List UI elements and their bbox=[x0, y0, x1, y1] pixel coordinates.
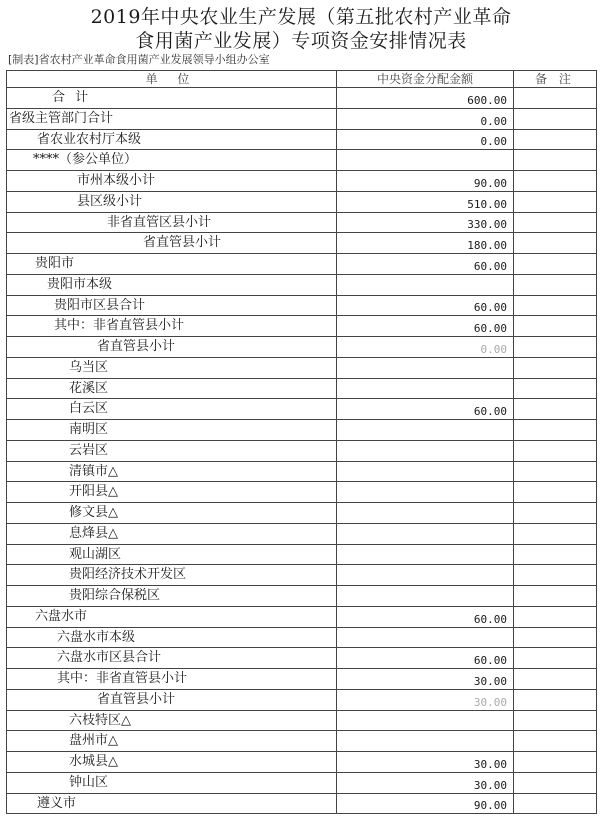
unit-label: 钟山区 bbox=[69, 774, 109, 790]
note-cell bbox=[514, 275, 597, 296]
unit-cell bbox=[7, 213, 337, 234]
amount-cell bbox=[337, 586, 514, 607]
unit-cell bbox=[7, 669, 337, 690]
amount-cell bbox=[337, 482, 514, 503]
amount-cell bbox=[337, 669, 514, 690]
table-row bbox=[7, 192, 597, 213]
unit-cell bbox=[7, 358, 337, 379]
unit-label: 省直管县小计 bbox=[143, 235, 222, 251]
table-row bbox=[7, 296, 597, 317]
unit-cell bbox=[7, 254, 337, 275]
note-cell bbox=[514, 690, 597, 711]
note-cell bbox=[514, 337, 597, 358]
unit-label: 六盘水市 bbox=[35, 608, 88, 624]
unit-label: 贵阳市 bbox=[35, 256, 75, 271]
amount-cell bbox=[337, 275, 514, 296]
amount-cell bbox=[337, 109, 514, 130]
unit-cell bbox=[7, 337, 337, 358]
note-cell bbox=[514, 254, 597, 275]
unit-label: 观山湖区 bbox=[69, 546, 122, 562]
amount-cell bbox=[337, 296, 514, 317]
unit-cell bbox=[7, 316, 337, 337]
unit-label: 非省直管区县小计 bbox=[107, 214, 212, 230]
note-cell bbox=[514, 773, 597, 794]
note-cell bbox=[514, 628, 597, 649]
note-cell bbox=[514, 482, 597, 503]
note-cell bbox=[514, 503, 597, 524]
unit-cell bbox=[7, 296, 337, 317]
note-cell bbox=[514, 420, 597, 441]
note-cell bbox=[514, 441, 597, 462]
unit-label: 南明区 bbox=[69, 422, 109, 437]
unit-cell bbox=[7, 607, 337, 628]
unit-label: 清镇市△ bbox=[69, 463, 118, 479]
amount-value: 180.00 bbox=[467, 239, 507, 252]
table-row bbox=[7, 524, 597, 545]
allocation-table bbox=[6, 70, 597, 814]
amount-cell bbox=[337, 503, 514, 524]
header-note: 备 注 bbox=[514, 71, 597, 88]
note-cell bbox=[514, 358, 597, 379]
unit-cell bbox=[7, 233, 337, 254]
unit-label: 其中：非省直管县小计 bbox=[54, 318, 185, 334]
unit-cell bbox=[7, 648, 337, 669]
amount-cell bbox=[337, 773, 514, 794]
unit-label: 省直管县小计 bbox=[97, 691, 176, 707]
amount-cell bbox=[337, 711, 514, 732]
unit-label: 白云区 bbox=[69, 401, 109, 417]
note-cell bbox=[514, 711, 597, 732]
unit-label: 开阳县△ bbox=[69, 484, 118, 500]
unit-label: 六盘水市区县合计 bbox=[57, 650, 162, 666]
amount-value: 60.00 bbox=[473, 405, 507, 418]
unit-label: 贵阳市本级 bbox=[47, 276, 113, 292]
amount-value: 330.00 bbox=[467, 218, 507, 232]
table-row bbox=[7, 88, 597, 109]
unit-cell bbox=[7, 545, 337, 566]
amount-value: 30.00 bbox=[473, 695, 507, 709]
unit-label: 水城县△ bbox=[69, 754, 118, 769]
table-row bbox=[7, 399, 597, 420]
table-row bbox=[7, 752, 597, 773]
table-row bbox=[7, 565, 597, 586]
unit-cell bbox=[7, 773, 337, 794]
amount-cell bbox=[337, 130, 514, 151]
table-row bbox=[7, 358, 597, 379]
amount-value: 600.00 bbox=[467, 93, 507, 107]
amount-cell bbox=[337, 420, 514, 441]
amount-value: 0.00 bbox=[480, 135, 507, 149]
amount-cell bbox=[337, 254, 514, 275]
amount-value: 30.00 bbox=[473, 778, 507, 792]
table-title-line2: 食用菌产业发展）专项资金安排情况表 bbox=[135, 30, 467, 52]
unit-label: 县区级小计 bbox=[77, 193, 143, 209]
table-row bbox=[7, 503, 597, 524]
note-cell bbox=[514, 316, 597, 337]
table-row bbox=[7, 607, 597, 628]
unit-label: 其中：非省直管县小计 bbox=[57, 671, 188, 686]
note-cell bbox=[514, 233, 597, 254]
unit-cell bbox=[7, 503, 337, 524]
unit-label: 云岩区 bbox=[69, 442, 109, 458]
unit-label: 六枝特区△ bbox=[69, 712, 131, 728]
table-row bbox=[7, 233, 597, 254]
table-row bbox=[7, 379, 597, 400]
table-row bbox=[7, 213, 597, 234]
table-row bbox=[7, 275, 597, 296]
unit-label: 盘州市△ bbox=[69, 733, 118, 749]
maker-note: [制表]省农村产业革命食用菌产业发展领导小组办公室 bbox=[8, 53, 270, 66]
unit-label: 遵义市 bbox=[37, 795, 77, 811]
note-cell bbox=[514, 296, 597, 317]
amount-cell bbox=[337, 628, 514, 649]
note-cell bbox=[514, 399, 597, 420]
unit-label: 合 计 bbox=[52, 90, 92, 105]
unit-cell bbox=[7, 275, 337, 296]
amount-value: 510.00 bbox=[467, 197, 507, 211]
note-cell bbox=[514, 150, 597, 171]
unit-cell bbox=[7, 379, 337, 400]
table-title-line1: 2019年中央农业生产发展（第五批农村产业革命 bbox=[90, 6, 512, 28]
unit-label: 六盘水市本级 bbox=[57, 629, 136, 645]
amount-cell bbox=[337, 213, 514, 234]
unit-cell bbox=[7, 88, 337, 109]
amount-value: 60.00 bbox=[473, 259, 507, 273]
note-cell bbox=[514, 524, 597, 545]
header-unit: 单 位 bbox=[7, 71, 337, 88]
note-cell bbox=[514, 379, 597, 400]
unit-label: 修文县△ bbox=[69, 505, 118, 520]
table-row bbox=[7, 462, 597, 483]
amount-value: 60.00 bbox=[473, 654, 507, 667]
amount-value: 0.00 bbox=[480, 114, 507, 128]
table-header bbox=[7, 71, 597, 88]
note-cell bbox=[514, 88, 597, 109]
unit-cell bbox=[7, 441, 337, 462]
amount-cell bbox=[337, 379, 514, 400]
amount-cell bbox=[337, 607, 514, 628]
unit-cell bbox=[7, 794, 337, 815]
unit-cell bbox=[7, 109, 337, 130]
table-row bbox=[7, 337, 597, 358]
unit-label: 省直管县小计 bbox=[97, 339, 176, 354]
amount-cell bbox=[337, 752, 514, 773]
note-cell bbox=[514, 130, 597, 151]
amount-cell bbox=[337, 462, 514, 483]
table-row bbox=[7, 545, 597, 566]
unit-cell bbox=[7, 420, 337, 441]
unit-cell bbox=[7, 752, 337, 773]
amount-cell bbox=[337, 690, 514, 711]
unit-label: 贵阳市区县合计 bbox=[54, 297, 146, 313]
table-row bbox=[7, 420, 597, 441]
table-row bbox=[7, 441, 597, 462]
unit-cell bbox=[7, 628, 337, 649]
unit-cell bbox=[7, 524, 337, 545]
note-cell bbox=[514, 648, 597, 669]
unit-cell bbox=[7, 586, 337, 607]
unit-label: 贵阳综合保税区 bbox=[69, 588, 161, 603]
note-cell bbox=[514, 109, 597, 130]
table-row bbox=[7, 628, 597, 649]
header-amount: 中央资金分配金额 bbox=[337, 71, 514, 88]
unit-cell bbox=[7, 130, 337, 151]
unit-label: 花溪区 bbox=[69, 380, 109, 396]
note-cell bbox=[514, 545, 597, 566]
table-row bbox=[7, 109, 597, 130]
unit-cell bbox=[7, 690, 337, 711]
table-row bbox=[7, 150, 597, 171]
amount-cell bbox=[337, 794, 514, 815]
table-row bbox=[7, 773, 597, 794]
amount-cell bbox=[337, 648, 514, 669]
unit-label: 贵阳经济技术开发区 bbox=[69, 567, 187, 583]
unit-label: ****（参公单位） bbox=[33, 152, 138, 168]
table-row bbox=[7, 794, 597, 815]
unit-cell bbox=[7, 150, 337, 171]
table-row bbox=[7, 130, 597, 151]
amount-cell bbox=[337, 524, 514, 545]
unit-label: 息烽县△ bbox=[69, 525, 118, 541]
note-cell bbox=[514, 794, 597, 815]
amount-value: 30.00 bbox=[473, 674, 507, 688]
unit-cell bbox=[7, 711, 337, 732]
table-row bbox=[7, 316, 597, 337]
note-cell bbox=[514, 607, 597, 628]
amount-value: 60.00 bbox=[473, 301, 507, 315]
table-row bbox=[7, 690, 597, 711]
note-cell bbox=[514, 462, 597, 483]
table-row bbox=[7, 171, 597, 192]
amount-cell bbox=[337, 731, 514, 752]
unit-label: 乌当区 bbox=[69, 359, 109, 375]
note-cell bbox=[514, 192, 597, 213]
unit-cell bbox=[7, 192, 337, 213]
amount-value: 30.00 bbox=[473, 757, 507, 771]
table-row bbox=[7, 586, 597, 607]
amount-cell bbox=[337, 565, 514, 586]
table-row bbox=[7, 711, 597, 732]
amount-cell bbox=[337, 150, 514, 171]
amount-value: 60.00 bbox=[473, 612, 507, 626]
unit-label: 省级主管部门合计 bbox=[9, 110, 114, 126]
note-cell bbox=[514, 752, 597, 773]
unit-cell bbox=[7, 171, 337, 192]
amount-cell bbox=[337, 337, 514, 358]
amount-cell bbox=[337, 316, 514, 337]
unit-label: 市州本级小计 bbox=[77, 173, 156, 188]
note-cell bbox=[514, 565, 597, 586]
amount-cell bbox=[337, 358, 514, 379]
amount-value: 0.00 bbox=[480, 342, 507, 356]
table-row bbox=[7, 731, 597, 752]
amount-cell bbox=[337, 171, 514, 192]
table-row bbox=[7, 669, 597, 690]
amount-cell bbox=[337, 545, 514, 566]
note-cell bbox=[514, 213, 597, 234]
amount-value: 90.00 bbox=[473, 799, 507, 813]
note-cell bbox=[514, 731, 597, 752]
table-row bbox=[7, 648, 597, 669]
table-row bbox=[7, 482, 597, 503]
unit-cell bbox=[7, 565, 337, 586]
amount-value: 90.00 bbox=[473, 176, 507, 190]
amount-value: 60.00 bbox=[473, 322, 507, 335]
unit-label: 省农业农村厅本级 bbox=[37, 131, 142, 147]
unit-cell bbox=[7, 462, 337, 483]
amount-cell bbox=[337, 192, 514, 213]
amount-cell bbox=[337, 233, 514, 254]
note-cell bbox=[514, 586, 597, 607]
note-cell bbox=[514, 669, 597, 690]
amount-cell bbox=[337, 399, 514, 420]
unit-cell bbox=[7, 731, 337, 752]
unit-cell bbox=[7, 399, 337, 420]
amount-cell bbox=[337, 88, 514, 109]
amount-cell bbox=[337, 441, 514, 462]
note-cell bbox=[514, 171, 597, 192]
unit-cell bbox=[7, 482, 337, 503]
table-row bbox=[7, 254, 597, 275]
